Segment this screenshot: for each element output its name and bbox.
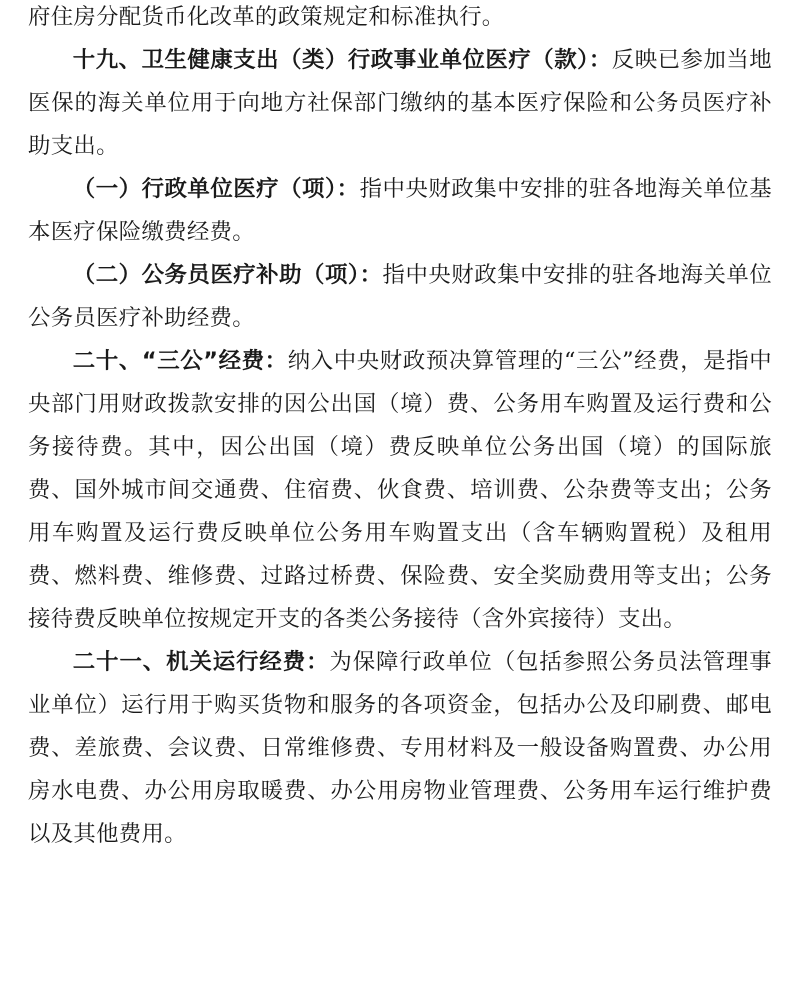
paragraph-heading: 二十、“三公”经费：: [72, 348, 288, 374]
paragraph-item-20: [28, 340, 772, 641]
paragraph-heading: （二）公务员医疗补助（项）：: [72, 262, 383, 288]
paragraph-continuation: [28, 0, 772, 39]
paragraph-heading: 十九、卫生健康支出（类）行政事业单位医疗（款）：: [72, 47, 612, 73]
paragraph-item-19: [28, 39, 772, 168]
paragraph-heading: 二十一、机关运行经费：: [72, 649, 330, 675]
paragraph-body: 为保障行政单位（包括参照公务员法管理事业单位）运行用于购买货物和服务的各项资金，包括办公及印刷费、邮电费、差旅费、会议费、日常维修费、专用材料及一般设备购置费、办公用房水电费、办公用房取暖费、办公用房物业管理费、公务用车运行维护费以及其他费用。: [28, 649, 772, 847]
paragraph-body: 纳入中央财政预决算管理的“三公”经费，是指中央部门用财政拨款安排的因公出国（境）费、公务用车购置及运行费和公务接待费。其中，因公出国（境）费反映单位公务出国（境）的国际旅费、国外城市间交通费、住宿费、伙食费、培训费、公杂费等支出；公务用车购置及运行费反映单位公务用车购置支出（含车辆购置税）及租用费、燃料费、维修费、过路过桥费、保险费、安全奖励费用等支出；公务接待费反映单位按规定开支的各类公务接待（含外宾接待）支出。: [28, 348, 772, 632]
paragraph-item-19-2: [28, 254, 772, 340]
paragraph-item-21: [28, 641, 772, 856]
paragraph-body: 指中央财政集中安排的驻各地海关单位基本医疗保险缴费经费。: [28, 176, 772, 245]
paragraph-heading: （一）行政单位医疗（项）：: [72, 176, 360, 202]
paragraph-item-19-1: [28, 168, 772, 254]
paragraph-body: 指中央财政集中安排的驻各地海关单位公务员医疗补助经费。: [28, 262, 772, 331]
paragraph-body: 府住房分配货币化改革的政策规定和标准执行。: [28, 4, 505, 30]
paragraph-body: 反映已参加当地医保的海关单位用于向地方社保部门缴纳的基本医疗保险和公务员医疗补助支出。: [28, 47, 772, 159]
